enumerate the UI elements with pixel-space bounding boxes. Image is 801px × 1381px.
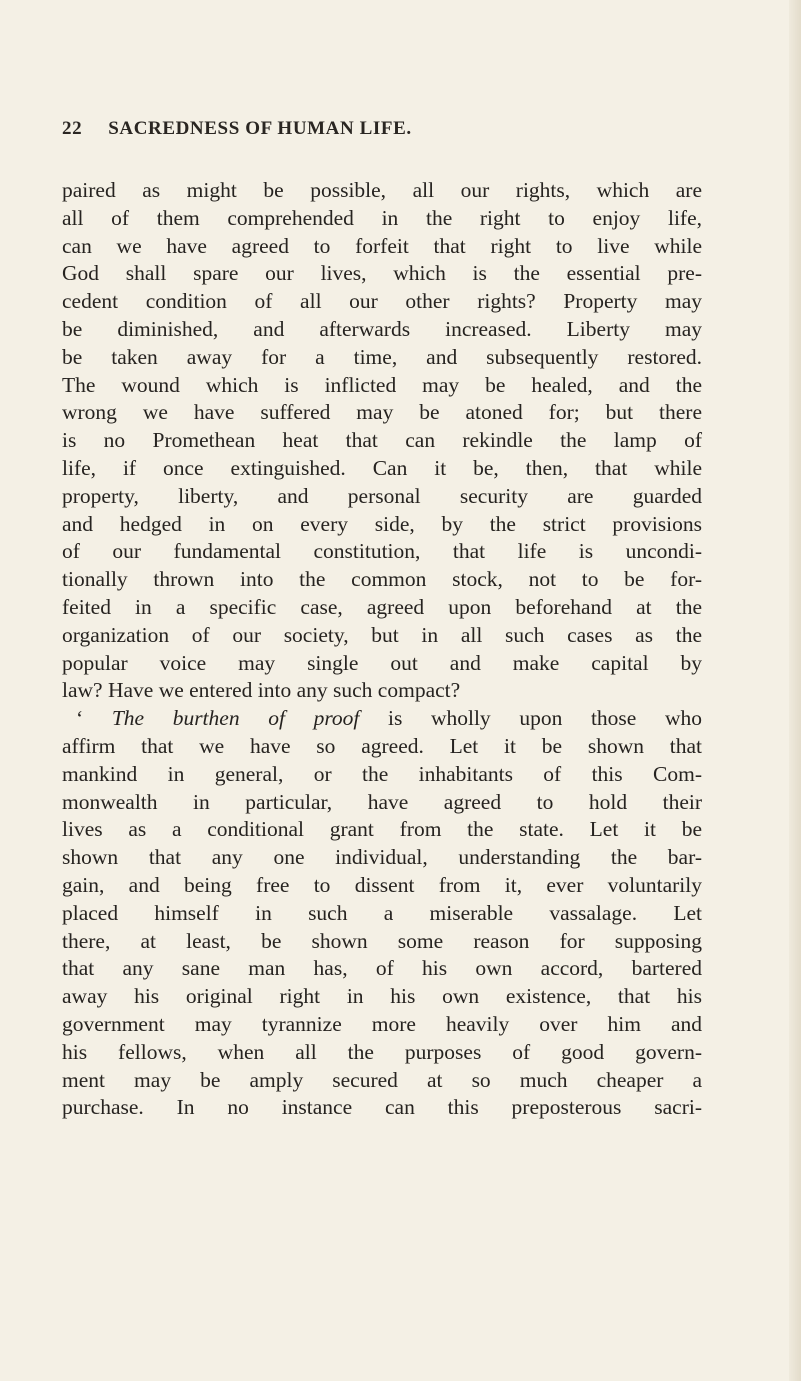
text-line: is no Promethean heat that can rekindle the lamp of [62,428,702,453]
text-line: and hedged in on every side, by the strict provisions [62,511,702,536]
running-title: SACREDNESS OF HUMAN LIFE. [108,118,412,139]
text-line: mankind in general, or the inhabitants of this Com- [62,761,702,786]
text-line: government may tyrannize more heavily over him and [62,1011,702,1036]
text-line: God shall spare our lives, which is the essential pre- [62,261,702,286]
text-line: cedent condition of all our other rights? Property may [62,289,702,314]
text-line: can we have agreed to forfeit that right to live while [62,233,702,258]
page-number: 22 [62,118,83,139]
text-line: of our fundamental constitution, that life is uncondi- [62,539,702,564]
text-line: purchase. In no instance can this preposterous sacri- [62,1095,702,1120]
text-line: The wound which is inflicted may be healed, and the [62,372,702,397]
text-line: shown that any one individual, understanding the bar- [62,845,702,870]
text-line: be diminished, and afterwards increased. Liberty may [62,316,702,341]
text-line: ment may be amply secured at so much cheaper a [62,1067,702,1092]
text-line: life, if once extinguished. Can it be, then, that while [62,455,702,480]
text-line: there, at least, be shown some reason for supposing [62,928,702,953]
text-line: all of them comprehended in the right to enjoy life, [62,205,702,230]
text-line: property, liberty, and personal security are guarded [62,483,702,508]
text-line: affirm that we have so agreed. Let it be shown that [62,733,702,758]
text-line: lives as a conditional grant from the state. Let it be [62,817,702,842]
quote-italic-phrase: The burthen of proof [111,706,360,731]
text-line: popular voice may single out and make capital by [62,650,702,675]
text-line: placed himself in such a miserable vassalage. Let [62,900,702,925]
running-header [62,118,662,144]
text-line: that any sane man has, of his own accord, bartered [62,956,702,981]
text-line: wrong we have suffered may be atoned for; but there [62,400,702,425]
text-line: his fellows, when all the purposes of good govern- [62,1039,702,1064]
text-line: organization of our society, but in all such cases as the [62,622,702,647]
text-line: law? Have we entered into any such compact? [62,678,461,703]
text-line: feited in a specific case, agreed upon beforehand at the [62,594,702,619]
text-line: monwealth in particular, have agreed to hold their [62,789,702,814]
quote-rest: is wholly upon those who [359,706,702,731]
quote-line [62,705,702,733]
body-text [62,177,702,1122]
text-line: tionally thrown into the common stock, not to be for- [62,567,702,592]
text-line: away his original right in his own existence, that his [62,984,702,1009]
text-line: be taken away for a time, and subsequently restored. [62,344,702,369]
quote-mark: ‘ [76,706,84,731]
text-line: gain, and being free to dissent from it, ever voluntarily [62,872,702,897]
text-line: paired as might be possible, all our rights, which are [62,178,702,202]
page-edge-shadow [789,0,801,1381]
